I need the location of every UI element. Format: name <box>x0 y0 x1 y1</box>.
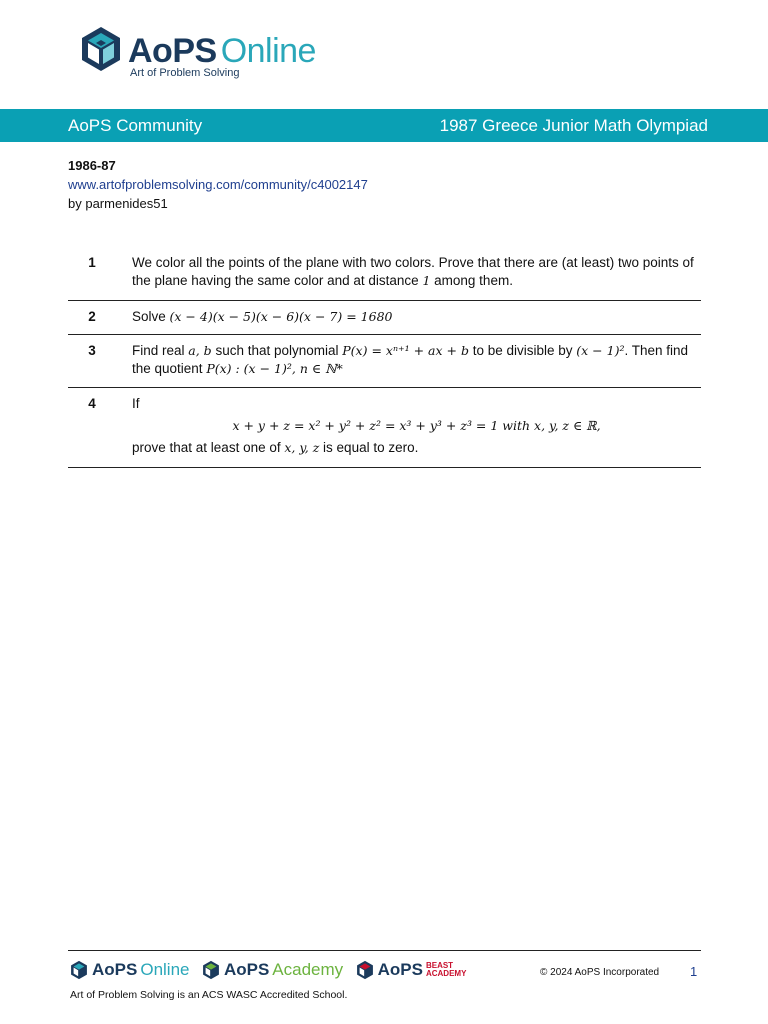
problem-row <box>68 388 701 468</box>
problem-number: 4 <box>88 396 96 411</box>
problem-list <box>68 245 701 468</box>
problem-number: 2 <box>88 309 96 324</box>
problem-number: 3 <box>88 343 96 358</box>
contest-title: 1987 Greece Junior Math Olympiad <box>439 116 708 135</box>
accreditation-note: Art of Problem Solving is an ACS WASC Accredited School. <box>70 989 348 1001</box>
problem-row <box>68 245 701 301</box>
aops-cube-icon <box>80 25 122 73</box>
footer-logo-aops-academy[interactable]: AoPS Academy <box>202 960 343 980</box>
page-number: 1 <box>690 964 698 979</box>
logo-wordmark: AoPS Online <box>128 32 316 70</box>
document-meta <box>68 156 708 213</box>
footer-logo-aops-online[interactable]: AoPS Online <box>70 960 189 980</box>
contest-year: 1986-87 <box>68 158 116 173</box>
problem-text: Find real a, b such that polynomial P(x) = xⁿ⁺¹ + ax + b to be divisible by (x − 1)². Then find the quotient P(x) : (x − 1)², n ∈ ℕ* <box>132 343 689 376</box>
header-banner <box>0 109 768 142</box>
problem-text: Solve (x − 4)(x − 5)(x − 6)(x − 7) = 1680 <box>132 309 393 324</box>
problem-text: We color all the points of the plane with two colors. Prove that there are (at least) two points of the plane having the same color and at distance 1 among them. <box>132 255 694 288</box>
problem-number: 1 <box>88 255 96 270</box>
problem-row <box>68 335 701 388</box>
footer-divider <box>68 950 701 951</box>
aops-academy-cube-icon <box>202 960 220 980</box>
problem-text: If x + y + z = x² + y² + z² = x³ + y³ + z³ = 1 with x, y, z ∈ ℝ, prove that at least one of x, y, z is equal to zero. <box>132 395 701 457</box>
display-equation: x + y + z = x² + y² + z² = x³ + y³ + z³ = 1 with x, y, z ∈ ℝ, <box>232 418 601 433</box>
beast-academy-cube-icon <box>356 960 374 980</box>
footer-logos <box>70 960 490 984</box>
copyright-notice: © 2024 AoPS Incorporated <box>540 967 660 978</box>
aops-cube-icon <box>70 960 88 980</box>
logo-tagline: Art of Problem Solving <box>130 67 240 79</box>
community-link[interactable]: www.artofproblemsolving.com/community/c4002147 <box>68 177 368 192</box>
community-label: AoPS Community <box>68 116 203 135</box>
author-line: by parmenides51 <box>68 196 168 211</box>
problem-row <box>68 301 701 335</box>
footer-logo-beast-academy[interactable]: AoPS BEAST ACADEMY <box>356 960 467 980</box>
aops-online-logo[interactable] <box>80 25 340 81</box>
